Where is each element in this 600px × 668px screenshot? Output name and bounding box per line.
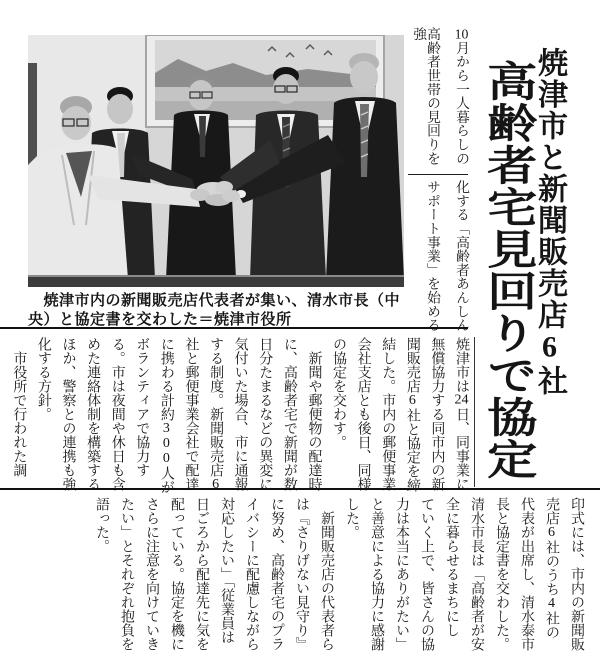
text-column: 日分たまるなどの異変に (257, 337, 273, 491)
article-bottom-block (83, 497, 583, 667)
text-column: に携わる計約300人が (158, 337, 174, 494)
text-column: 力は本当にありがたい」 (394, 497, 409, 651)
text-column: 配っている。協定を機に (169, 497, 184, 651)
text-column: 化する方針。 (35, 337, 51, 421)
text-column: の協定を交わす。 (331, 337, 347, 449)
text-column: 化する「高齢者あんしん (454, 180, 469, 332)
text-column: たい」とそれぞれ抱負を (119, 497, 134, 651)
text-column: サポート事業」を始める (425, 180, 440, 332)
lead-paragraph-dan2 (408, 180, 468, 338)
text-column: 語った。 (94, 497, 109, 553)
section-rule-top (0, 327, 468, 329)
photo-caption (28, 291, 406, 329)
lead-paragraph-dan1 (408, 27, 468, 177)
text-column: 10月から一人暮らしの (454, 27, 469, 165)
lead-dan-separator-rule (408, 174, 468, 175)
article-middle-block (0, 337, 468, 495)
text-column: る。市は夜間や休日も含 (109, 337, 125, 491)
text-column: 市役所で行われた調 (11, 337, 27, 477)
text-column: 気付いた場合、市に通報 (232, 337, 248, 491)
text-column: 社と郵便事業会社で配達 (183, 337, 199, 491)
photo-caption-line1: 焼津市内の新聞販売店代表者が集い、清水市長（中 (28, 292, 401, 309)
column-rule-vertical (474, 337, 475, 487)
text-column: 結した。市内の郵便事業 (380, 337, 396, 491)
text-column: 全に暮らせるまちにし (444, 497, 459, 637)
text-column: ていく上で、皆さんの協 (419, 497, 434, 651)
text-column: 焼津市は24日、同事業に (454, 337, 469, 491)
sub-headline: 焼津市と新聞販売店6社 (533, 47, 566, 397)
text-column: 聞販売店6社と協定を締 (404, 337, 420, 492)
text-column: した。 (344, 497, 359, 539)
text-column: 会社支店とも後日、同様 (355, 337, 371, 491)
text-column: と善意による協力に感謝 (369, 497, 384, 651)
text-column: ほか、警察との連携も強 (60, 337, 76, 491)
text-column: は『さりげない見守り』 (294, 497, 309, 651)
handshake-photo-illustration (28, 35, 404, 287)
table-edge (28, 277, 404, 287)
text-column: に、高齢者宅で新聞が数 (281, 337, 297, 491)
text-column: 日ごろから配達先に気を (194, 497, 209, 651)
text-column: 代表が出席し、清水泰市 (519, 497, 534, 651)
text-column: 無償協力する同市内の新 (429, 337, 445, 491)
text-column: 印式には、市内の新聞販 (569, 497, 584, 651)
text-column: する制度。新聞販売店6 (208, 337, 224, 492)
text-column: めた連絡体制を構築する (85, 337, 101, 491)
table-edge-highlight (28, 275, 404, 277)
text-column: 新聞販売店の代表者ら (319, 497, 334, 651)
text-column: 新聞や郵便物の配達時 (306, 337, 322, 491)
text-column: 対応したい」「従業員は (219, 497, 234, 644)
text-column: に努め、高齢者宅のプラ (269, 497, 284, 651)
text-column: 清水市長は「高齢者が安 (469, 497, 484, 651)
text-column: 高齢者世帯の見回りを強 (411, 27, 440, 165)
text-column: 長と協定書を交わした。 (494, 497, 509, 651)
text-column: イバシーに配慮しながら (244, 497, 259, 651)
news-photo (28, 35, 404, 287)
photo-caption-line2: 央）と協定書を交わした＝焼津市役所 (28, 311, 292, 328)
main-headline: 高齢者宅見回りで協定 (479, 60, 537, 480)
text-column: さらに注意を向けていき (144, 497, 159, 651)
text-column: 売店6社のうち4社の (544, 497, 559, 639)
text-column: ボランティアで協力す (134, 337, 150, 477)
